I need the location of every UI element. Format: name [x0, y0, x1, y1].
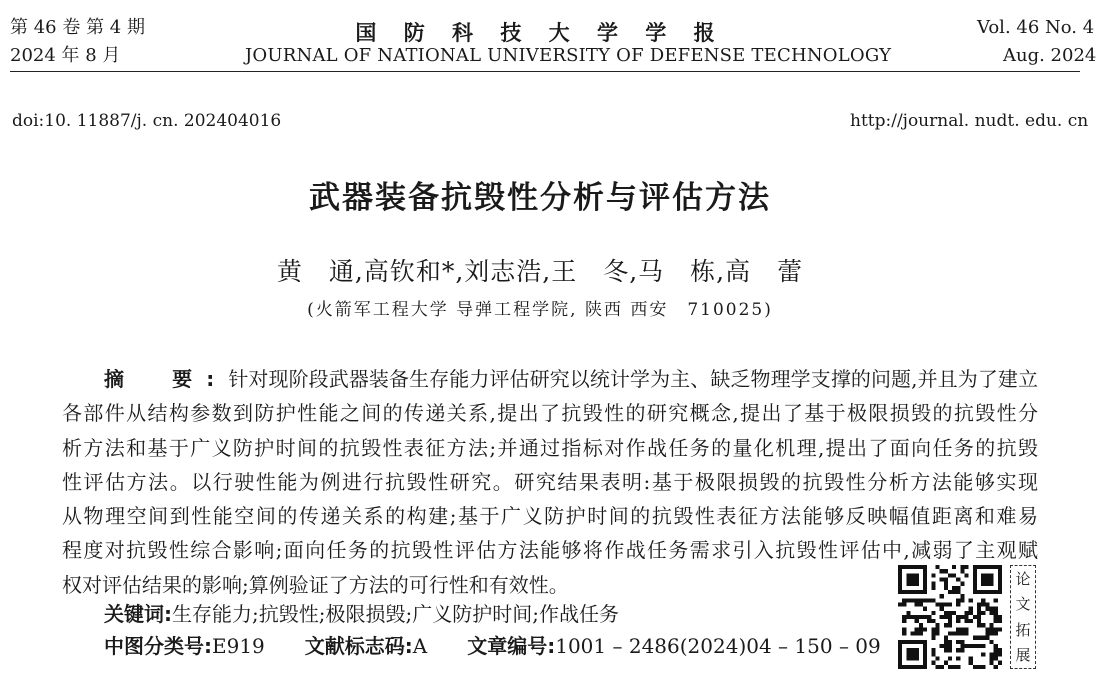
abstract-line [62, 362, 1038, 396]
classification-line [104, 630, 881, 659]
qr-side-label [1010, 565, 1036, 669]
qr-code-icon[interactable] [898, 565, 1002, 669]
doc-code-label: 文献标志码: [304, 634, 413, 658]
clc-label: 中图分类号: [104, 634, 212, 658]
issue-cn: 第 46 卷 第 4 期 [10, 17, 145, 38]
abstract-line: 程度对抗毁性综合影响;面向任务的抗毁性评估方法能够将作战任务需求引入抗毁性评估中,减弱了主观赋 [62, 538, 1038, 563]
abstract-label: 摘 要: [104, 367, 229, 391]
keywords-value: 生存能力;抗毁性;极限损毁;广义防护时间;作战任务 [172, 602, 619, 626]
doc-code-value: A [412, 634, 428, 658]
article-no-value: 1001 – 2486(2024)04 – 150 – 09 [555, 634, 881, 658]
qr-side-char: 展 [1015, 646, 1031, 665]
volume-en: Vol. 46 No. 4 [977, 17, 1095, 38]
article-no-label: 文章编号: [467, 634, 556, 658]
qr-side-char: 拓 [1015, 620, 1031, 639]
abstract [62, 362, 1038, 602]
date-en: Aug. 2024 [1003, 45, 1096, 66]
journal-url: http://journal. nudt. edu. cn [850, 111, 1089, 131]
doi: doi:10. 11887/j. cn. 202404016 [12, 111, 282, 131]
journal-title-en: JOURNAL OF NATIONAL UNIVERSITY OF DEFENSE TECHNOLOGY [245, 45, 892, 66]
journal-title-cn: 国 防 科 技 大 学 学 报 [355, 21, 725, 45]
keywords-label: 关键词: [104, 602, 172, 626]
abstract-line: 性评估方法。以行驶性能为例进行抗毁性研究。研究结果表明:基于极限损毁的抗毁性分析方法能够实现 [62, 469, 1038, 494]
qr-side-char: 文 [1015, 595, 1031, 614]
authors: 黄 通,高钦和*,刘志浩,王 冬,马 栋,高 蕾 [276, 257, 804, 286]
abstract-line: 各部件从结构参数到防护性能之间的传递关系,提出了抗毁性的研究概念,提出了基于极限损毁的抗毁性分 [62, 401, 1038, 426]
paper-title: 武器装备抗毁性分析与评估方法 [309, 180, 771, 216]
abstract-line: 析方法和基于广义防护时间的抗毁性表征方法;并通过指标对作战任务的量化机理,提出了面向任务的抗毁 [62, 435, 1038, 460]
abstract-line: 从物理空间到性能空间的传递关系的构建;基于广义防护时间的抗毁性表征方法能够反映幅值距离和难易 [62, 504, 1038, 529]
clc-value: E919 [212, 634, 265, 658]
abstract-text: 针对现阶段武器装备生存能力评估研究以统计学为主、缺乏物理学支撑的问题,并且为了建立 [228, 367, 1038, 391]
qr-side-char: 论 [1015, 569, 1031, 588]
keywords [104, 598, 619, 627]
date-cn: 2024 年 8 月 [10, 45, 121, 66]
header-rule [10, 71, 1080, 72]
affiliation: (火箭军工程大学 导弹工程学院, 陕西 西安 710025) [307, 300, 773, 320]
abstract-line: 权对评估结果的影响;算例验证了方法的可行性和有效性。 [62, 572, 569, 597]
